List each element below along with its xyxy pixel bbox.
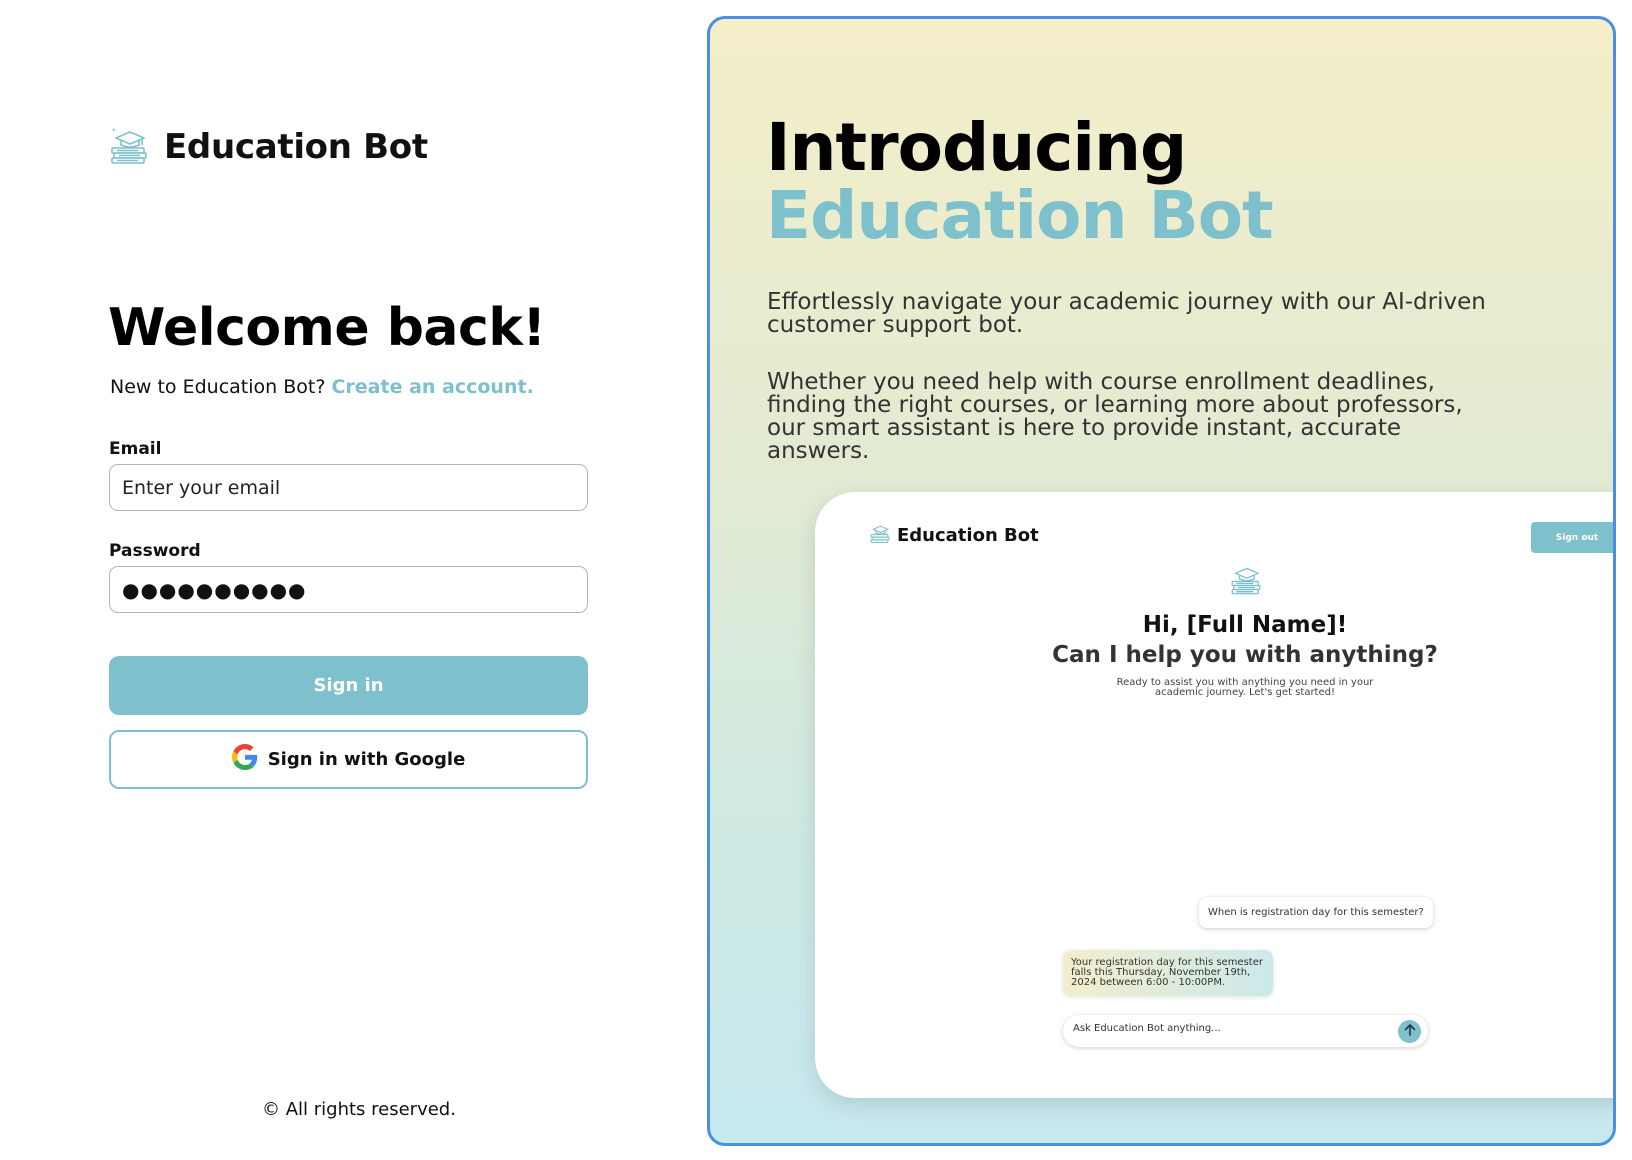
user-chat-bubble: When is registration day for this semester? bbox=[1199, 897, 1433, 928]
preview-brand-name: Education Bot bbox=[897, 524, 1039, 546]
email-field[interactable] bbox=[109, 464, 588, 511]
arrow-up-icon bbox=[1403, 1023, 1417, 1040]
chat-input-bar bbox=[1063, 1015, 1428, 1047]
footer-copyright: © All rights reserved. bbox=[262, 1099, 456, 1120]
promo-title-line2: Education Bot bbox=[766, 177, 1273, 254]
create-account-link[interactable]: Create an account. bbox=[331, 376, 534, 398]
password-mask: ●●●●●●●●●● bbox=[122, 577, 307, 602]
signup-prompt-text: New to Education Bot? bbox=[110, 376, 332, 398]
promo-panel bbox=[707, 16, 1616, 1146]
preview-help-prompt: Can I help you with anything? bbox=[1052, 642, 1438, 668]
password-field[interactable] bbox=[109, 566, 588, 613]
signup-prompt bbox=[110, 376, 534, 398]
brand-name: Education Bot bbox=[164, 127, 428, 167]
promo-paragraph-2: Whether you need help with course enrollment deadlines, finding the right courses, or learning more about professors, our smart assistant is here to provide instant, accurate answers. bbox=[767, 369, 1463, 464]
email-label: Email bbox=[109, 439, 162, 459]
preview-greeting: Hi, [Full Name]! bbox=[1142, 612, 1348, 638]
password-label: Password bbox=[109, 541, 201, 561]
google-sign-in-button[interactable] bbox=[109, 730, 588, 789]
chat-input[interactable] bbox=[1073, 1023, 1373, 1034]
brand bbox=[108, 124, 428, 170]
send-button[interactable] bbox=[1398, 1020, 1421, 1043]
google-button-label: Sign in with Google bbox=[267, 749, 466, 770]
books-graduation-cap-icon bbox=[869, 522, 891, 548]
preview-brand bbox=[869, 522, 1039, 548]
page-title: Welcome back! bbox=[108, 298, 546, 358]
promo-paragraph-1: Effortlessly navigate your academic journey with our AI-driven customer support bot. bbox=[767, 289, 1486, 338]
sign-out-button[interactable]: Sign out bbox=[1531, 522, 1616, 553]
bot-chat-bubble: Your registration day for this semester falls this Thursday, November 19th, 2024 between 6:00 - 10:00PM. bbox=[1063, 950, 1273, 996]
promo-title-line1: Introducing bbox=[766, 109, 1187, 186]
google-icon bbox=[232, 744, 258, 775]
sign-in-button[interactable]: Sign in bbox=[109, 656, 588, 715]
books-graduation-cap-icon bbox=[108, 124, 150, 170]
books-graduation-cap-icon bbox=[1229, 562, 1263, 600]
app-preview bbox=[815, 492, 1616, 1098]
preview-subtext: Ready to assist you with anything you need in your academic journey. Let's get started! bbox=[1116, 677, 1374, 698]
